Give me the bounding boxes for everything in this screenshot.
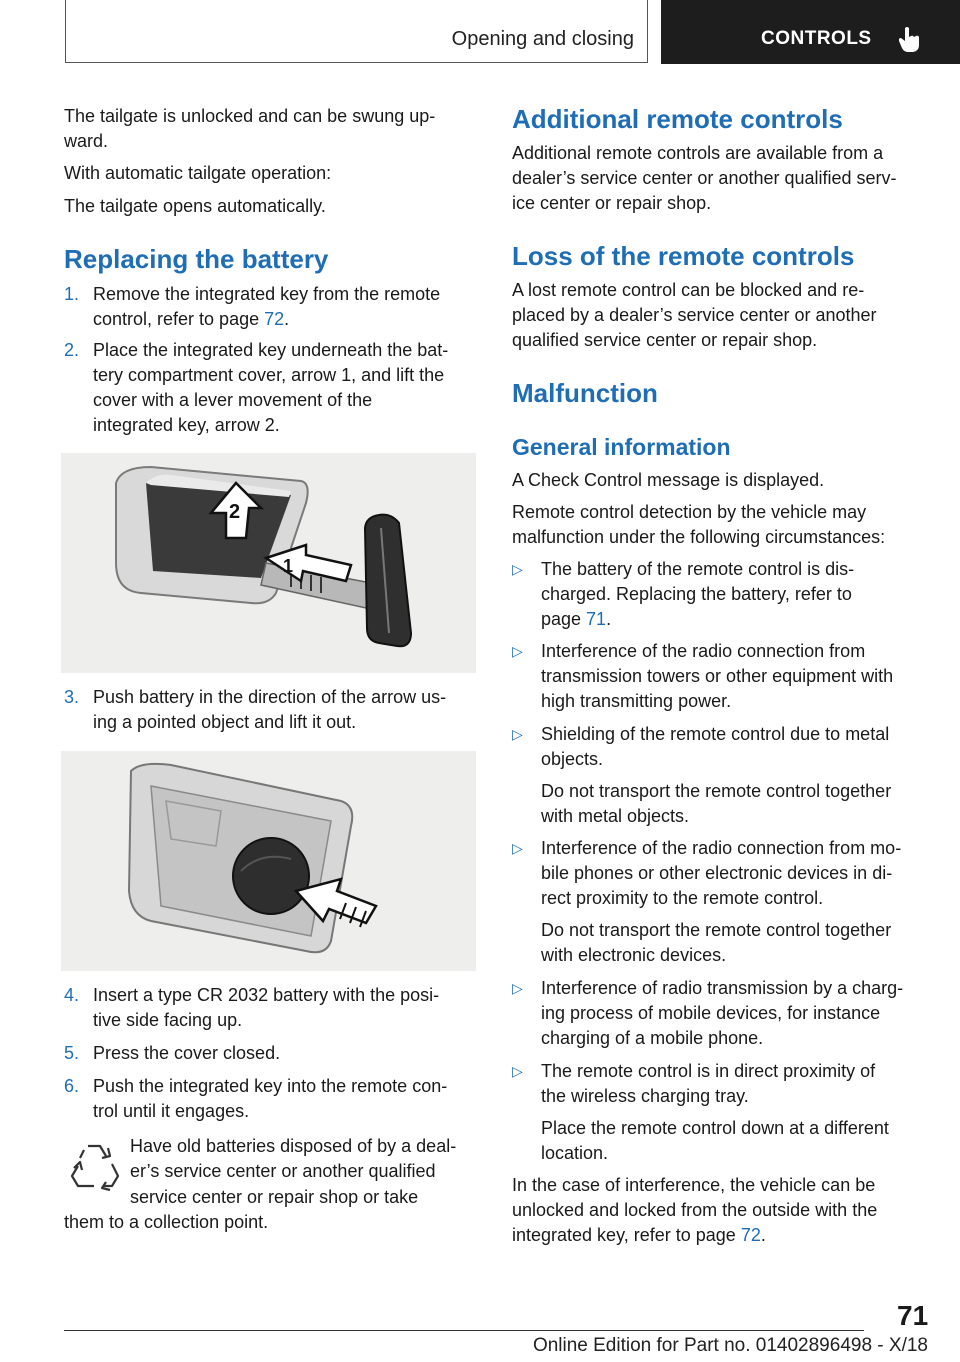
bullet-text: The battery of the remote control is dis- (541, 559, 855, 579)
page-number: 71 (897, 1300, 929, 1331)
hand-pointer-icon (899, 26, 921, 52)
page-link[interactable]: 71 (586, 609, 607, 629)
bullet-text: Interference of the radio connection from (541, 641, 866, 661)
bullet-text: transmission towers or other equipment with (541, 666, 894, 686)
intro-text: With automatic tailgate operation: (64, 163, 332, 183)
figure-remove-cover (61, 453, 476, 673)
note-text: them to a collection point. (64, 1212, 269, 1232)
bullet-subtext: Do not transport the remote control together (541, 920, 892, 940)
triangle-bullet-icon: ▷ (512, 980, 523, 996)
section-title: Opening and closing (65, 0, 648, 63)
body-text: qualified service center or repair shop. (512, 330, 818, 350)
triangle-bullet-icon: ▷ (512, 840, 523, 856)
bullet-text: rect proximity to the remote control. (541, 888, 824, 908)
chapter-tab (661, 0, 960, 64)
bullet-item (512, 836, 957, 968)
arrow-label: 1 (283, 556, 294, 576)
heading-general-information: General information (512, 434, 731, 460)
note-text: er’s service center or another qualified (130, 1161, 436, 1181)
arrow-label: 2 (229, 501, 241, 523)
step-text: Press the cover closed. (93, 1043, 281, 1063)
chapter-title: CONTROLS (761, 28, 872, 49)
heading-replacing-battery: Replacing the battery (64, 244, 329, 274)
bullet-text: page 71. (541, 609, 612, 629)
body-text: A Check Control message is displayed. (512, 470, 825, 490)
step-number: 6. (64, 1076, 80, 1096)
body-text: dealer’s service center or another qualified serv- (512, 168, 897, 188)
bullet-subtext: Place the remote control down at a different (541, 1118, 889, 1138)
bullet-text: charging of a mobile phone. (541, 1028, 764, 1048)
footer-divider (64, 1330, 864, 1331)
page-header (65, 0, 960, 64)
body-text: integrated key, refer to page 72. (512, 1225, 766, 1245)
intro-text: The tailgate is unlocked and can be swung up- (64, 106, 436, 126)
bullet-item (512, 557, 957, 632)
bullet-item (512, 1059, 957, 1166)
step-text: Place the integrated key underneath the bat- (93, 340, 449, 360)
note-text: service center or repair shop or take (130, 1187, 419, 1207)
bullet-text: Interference of radio transmission by a charg- (541, 978, 904, 998)
step-item (64, 338, 505, 438)
step-number: 5. (64, 1043, 80, 1063)
figure-battery-removal (61, 751, 476, 971)
triangle-bullet-icon: ▷ (512, 1063, 523, 1079)
intro-text: ward. (64, 131, 109, 151)
step-number: 4. (64, 985, 80, 1005)
bullet-text: Shielding of the remote control due to metal (541, 724, 890, 744)
body-text: ice center or repair shop. (512, 193, 712, 213)
step-item (64, 983, 505, 1033)
bullet-text: the wireless charging tray. (541, 1086, 749, 1106)
step-number: 1. (64, 284, 80, 304)
step-text: trol until it engages. (93, 1101, 250, 1121)
bullet-subtext: location. (541, 1143, 609, 1163)
step-number: 2. (64, 340, 80, 360)
step-text: cover with a lever movement of the (93, 390, 373, 410)
page-link[interactable]: 72 (264, 309, 285, 329)
bullet-text: high transmitting power. (541, 691, 732, 711)
heading-additional-remote: Additional remote controls (512, 104, 843, 134)
step-item (64, 1074, 505, 1124)
step-text: Remove the integrated key from the remote (93, 284, 441, 304)
step-text: tery compartment cover, arrow 1, and lift the (93, 365, 445, 385)
body-text: Remote control detection by the vehicle may (512, 502, 867, 522)
step-text: Push the integrated key into the remote con- (93, 1076, 448, 1096)
body-text: Additional remote controls are available from a (512, 143, 884, 163)
remote-key-illustration (61, 453, 476, 673)
step-item (64, 282, 505, 332)
body-text: placed by a dealer’s service center or another (512, 305, 877, 325)
body-text: malfunction under the following circumstances: (512, 527, 886, 547)
step-text: Push battery in the direction of the arrow us- (93, 687, 447, 707)
triangle-bullet-icon: ▷ (512, 726, 523, 742)
page-link[interactable]: 72 (740, 1225, 761, 1245)
heading-malfunction: Malfunction (512, 378, 658, 408)
step-text: Insert a type CR 2032 battery with the posi- (93, 985, 440, 1005)
step-text: control, refer to page 72. (93, 309, 290, 329)
step-text: integrated key, arrow 2. (93, 415, 280, 435)
step-number: 3. (64, 687, 80, 707)
step-item (64, 685, 505, 735)
step-text: ing a pointed object and lift it out. (93, 712, 357, 732)
triangle-bullet-icon: ▷ (512, 643, 523, 659)
bullet-item (512, 639, 957, 714)
bullet-text: objects. (541, 749, 604, 769)
bullet-subtext: with metal objects. (541, 806, 690, 826)
bullet-item (512, 722, 957, 829)
step-text: tive side facing up. (93, 1010, 243, 1030)
bullet-text: bile phones or other electronic devices in di- (541, 863, 893, 883)
step-item (64, 1041, 505, 1066)
intro-text: The tailgate opens automatically. (64, 196, 326, 216)
bullet-text: ing process of mobile devices, for instance (541, 1003, 881, 1023)
bullet-subtext: with electronic devices. (541, 945, 727, 965)
recycle-icon (66, 1138, 122, 1194)
triangle-bullet-icon: ▷ (512, 561, 523, 577)
bullet-item (512, 976, 957, 1051)
body-text: unlocked and locked from the outside with the (512, 1200, 878, 1220)
bullet-text: The remote control is in direct proximity of (541, 1061, 876, 1081)
body-text: In the case of interference, the vehicle can be (512, 1175, 876, 1195)
body-text: A lost remote control can be blocked and re- (512, 280, 865, 300)
heading-loss-remote: Loss of the remote controls (512, 241, 855, 271)
bullet-subtext: Do not transport the remote control together (541, 781, 892, 801)
battery-illustration (61, 751, 476, 971)
bullet-text: Interference of the radio connection from mo- (541, 838, 902, 858)
bullet-text: charged. Replacing the battery, refer to (541, 584, 852, 604)
footer-edition: Online Edition for Part no. 01402896498 - X/18 (532, 1335, 928, 1356)
note-text: Have old batteries disposed of by a deal- (130, 1136, 457, 1156)
